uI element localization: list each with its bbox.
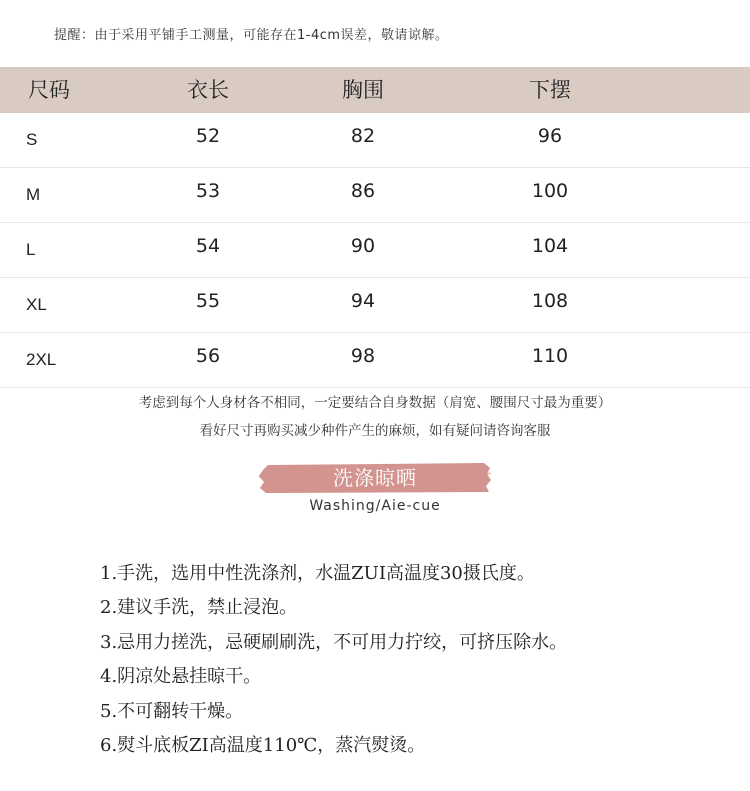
table-row: [0, 278, 750, 333]
cell-size: XL: [26, 295, 47, 314]
cell-hem: 96: [537, 125, 563, 147]
list-item: 1.手洗，选用中性洗涤剂，水温ZUI高温度30摄氏度。: [100, 563, 535, 584]
list-item: 4.阴凉处悬挂晾干。: [100, 666, 262, 688]
table-row: [0, 223, 750, 278]
cell-hem: 104: [531, 235, 569, 257]
list-item: 2.建议手洗，禁止浸泡。: [100, 597, 298, 619]
list-item: 5.不可翻转干燥。: [100, 700, 244, 722]
cell-length: 54: [195, 235, 221, 257]
cell-length: 56: [195, 345, 221, 367]
cell-chest: 82: [350, 125, 376, 147]
cell-hem: 110: [531, 345, 569, 367]
list-item: 3.忌用力搓洗，忌硬刷刷洗，不可用力拧绞，可挤压除水。: [100, 631, 568, 653]
care-instructions-list: [100, 560, 567, 766]
header-size: 尺码: [28, 78, 70, 102]
measurement-note: 提醒：由于采用平铺手工测量，可能存在1-4cm误差，敬请谅解。: [54, 28, 449, 43]
cell-size: 2XL: [26, 350, 57, 369]
header-chest: 胸围: [342, 78, 384, 102]
cell-chest: 86: [350, 180, 376, 202]
cell-size: L: [26, 240, 36, 259]
care-title: 洗涤晾晒: [333, 466, 417, 490]
cell-chest: 98: [350, 345, 376, 367]
fit-tip-line-2: 看好尺寸再购买减少种件产生的麻烦，如有疑问请咨询客服: [199, 423, 551, 439]
table-row: [0, 168, 750, 223]
table-row: [0, 113, 750, 168]
size-table-header: [0, 67, 750, 113]
cell-size: S: [26, 130, 38, 149]
care-title-banner: [258, 462, 492, 494]
header-hem: 下摆: [529, 78, 571, 102]
cell-chest: 90: [350, 235, 376, 257]
cell-size: M: [26, 185, 41, 204]
cell-hem: 100: [531, 180, 569, 202]
size-table: [0, 67, 750, 388]
cell-hem: 108: [531, 290, 569, 312]
cell-length: 55: [195, 290, 221, 312]
care-subtitle: Washing/Aie-cue: [309, 498, 441, 514]
cell-length: 52: [195, 125, 221, 147]
header-length: 衣长: [187, 78, 229, 102]
list-item: 6.熨斗底板ZI高温度110℃，蒸汽熨烫。: [100, 734, 426, 756]
table-row: [0, 333, 750, 388]
cell-chest: 94: [350, 290, 376, 312]
cell-length: 53: [195, 180, 221, 202]
fit-tip-line-1: 考虑到每个人身材各不相同，一定要结合自身数据（肩宽、腰围尺寸最为重要）: [138, 395, 612, 411]
